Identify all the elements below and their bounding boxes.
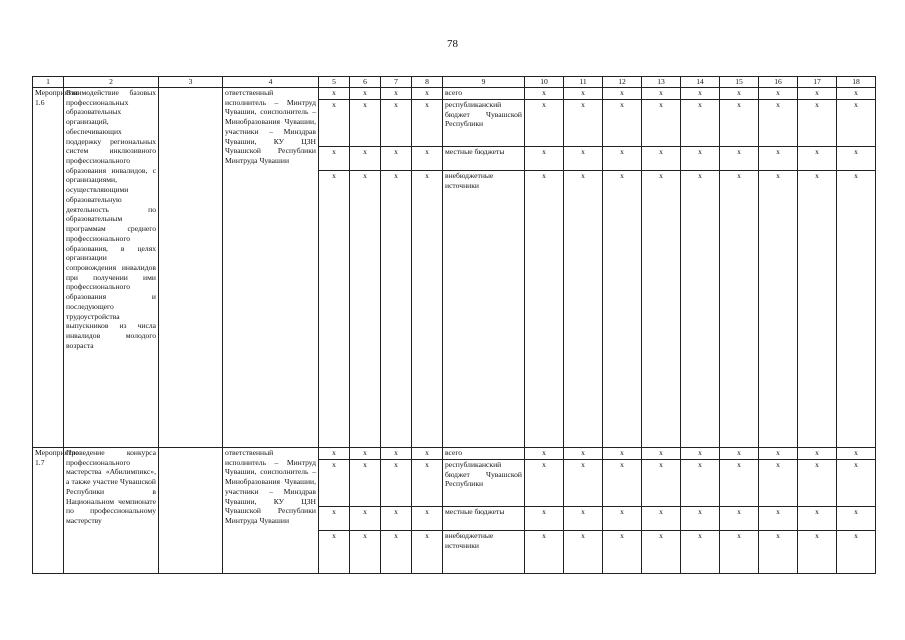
value-cell: x — [603, 147, 642, 171]
funding-source: всего — [443, 448, 525, 460]
header-cell-1: 1 — [33, 77, 64, 88]
value-cell: x — [642, 531, 681, 574]
value-cell: x — [350, 448, 381, 460]
value-cell: x — [381, 507, 412, 531]
header-cell-15: 15 — [720, 77, 759, 88]
value-cell: x — [798, 100, 837, 147]
header-cell-17: 17 — [798, 77, 837, 88]
measure-title: Проведение конкурса профессионального мастерства «Абилимпикс», а также участие Чувашской Республики в Национальном чемпионате по профессиональному мастерству — [64, 448, 159, 574]
header-cell-13: 13 — [642, 77, 681, 88]
value-cell: x — [319, 88, 350, 100]
header-cell-9: 9 — [443, 77, 525, 88]
value-cell: x — [798, 147, 837, 171]
value-cell: x — [412, 531, 443, 574]
header-cell-18: 18 — [837, 77, 876, 88]
value-cell: x — [681, 171, 720, 448]
value-cell: x — [642, 507, 681, 531]
value-cell: x — [564, 460, 603, 507]
header-cell-10: 10 — [525, 77, 564, 88]
value-cell: x — [837, 448, 876, 460]
value-cell: x — [798, 460, 837, 507]
funding-source: внебюджетные источники — [443, 531, 525, 574]
value-cell: x — [381, 100, 412, 147]
value-cell: x — [642, 171, 681, 448]
header-cell-8: 8 — [412, 77, 443, 88]
value-cell: x — [412, 171, 443, 448]
value-cell: x — [798, 531, 837, 574]
funding-source: внебюджетные источники — [443, 171, 525, 448]
header-row — [33, 77, 876, 88]
value-cell: x — [412, 88, 443, 100]
value-cell: x — [350, 100, 381, 147]
header-cell-5: 5 — [319, 77, 350, 88]
value-cell: x — [837, 171, 876, 448]
value-cell: x — [603, 448, 642, 460]
funding-source: республиканский бюджет Чувашской Республики — [443, 100, 525, 147]
value-cell: x — [720, 448, 759, 460]
value-cell: x — [381, 147, 412, 171]
value-cell: x — [564, 448, 603, 460]
measure-row — [33, 448, 876, 460]
header-cell-3: 3 — [159, 77, 223, 88]
value-cell: x — [564, 100, 603, 147]
header-cell-11: 11 — [564, 77, 603, 88]
value-cell: x — [319, 531, 350, 574]
value-cell: x — [720, 147, 759, 171]
measure-row — [33, 88, 876, 100]
funding-source: республиканский бюджет Чувашской Республики — [443, 460, 525, 507]
page-number: 78 — [447, 38, 458, 50]
value-cell: x — [525, 171, 564, 448]
value-cell: x — [720, 507, 759, 531]
value-cell: x — [350, 171, 381, 448]
value-cell: x — [642, 448, 681, 460]
value-cell: x — [381, 531, 412, 574]
value-cell: x — [564, 531, 603, 574]
value-cell: x — [759, 88, 798, 100]
value-cell: x — [350, 147, 381, 171]
value-cell: x — [525, 460, 564, 507]
value-cell: x — [837, 88, 876, 100]
header-cell-6: 6 — [350, 77, 381, 88]
header-cell-4: 4 — [223, 77, 319, 88]
header-cell-7: 7 — [381, 77, 412, 88]
value-cell: x — [319, 448, 350, 460]
funding-source: всего — [443, 88, 525, 100]
value-cell: x — [720, 171, 759, 448]
measure-id: Мероприятие 1.7 — [33, 448, 64, 574]
header-cell-14: 14 — [681, 77, 720, 88]
value-cell: x — [412, 460, 443, 507]
value-cell: x — [642, 460, 681, 507]
value-cell: x — [603, 531, 642, 574]
value-cell: x — [603, 460, 642, 507]
measure-executors: ответственный исполнитель – Минтруд Чувашии, соисполнитель – Минобразования Чувашии, участники – Минздрав Чувашии, КУ ЦЗН Чувашской Республики Минтруда Чувашии — [223, 448, 319, 574]
value-cell: x — [381, 460, 412, 507]
measure-id: Мероприятие 1.6 — [33, 88, 64, 448]
value-cell: x — [319, 460, 350, 507]
value-cell: x — [350, 507, 381, 531]
value-cell: x — [837, 531, 876, 574]
value-cell: x — [350, 460, 381, 507]
value-cell: x — [525, 147, 564, 171]
header-cell-12: 12 — [603, 77, 642, 88]
value-cell: x — [319, 147, 350, 171]
value-cell: x — [603, 507, 642, 531]
measure-title: Взаимодействие базовых профессиональных образовательных организаций, обеспечивающих поддержку региональных систем инклюзивного профессионального образования инвалидов, с организациями, осуществляющими образовательную деятельность по образовательным программам среднего профессионального образования, в целях организации сопровождения инвалидов при получении ими профессионального образования и последующего трудоустройства выпускников из числа инвалидов молодого возраста — [64, 88, 159, 448]
header-cell-16: 16 — [759, 77, 798, 88]
value-cell: x — [681, 507, 720, 531]
value-cell: x — [564, 171, 603, 448]
value-cell: x — [798, 507, 837, 531]
funding-source: местные бюджеты — [443, 507, 525, 531]
value-cell: x — [681, 100, 720, 147]
value-cell: x — [720, 460, 759, 507]
measure-col3 — [159, 88, 223, 448]
value-cell: x — [319, 171, 350, 448]
value-cell: x — [681, 147, 720, 171]
value-cell: x — [381, 88, 412, 100]
value-cell: x — [564, 88, 603, 100]
value-cell: x — [759, 460, 798, 507]
value-cell: x — [603, 100, 642, 147]
value-cell: x — [350, 531, 381, 574]
value-cell: x — [837, 460, 876, 507]
value-cell: x — [681, 460, 720, 507]
value-cell: x — [350, 88, 381, 100]
value-cell: x — [525, 100, 564, 147]
value-cell: x — [837, 100, 876, 147]
value-cell: x — [642, 147, 681, 171]
program-table — [32, 76, 876, 574]
value-cell: x — [798, 171, 837, 448]
measure-executors: ответственный исполнитель – Минтруд Чувашии, соисполнитель – Минобразования Чувашии, участники – Минздрав Чувашии, КУ ЦЗН Чувашской Республики Минтруда Чувашии — [223, 88, 319, 448]
value-cell: x — [759, 171, 798, 448]
header-cell-2: 2 — [64, 77, 159, 88]
value-cell: x — [720, 100, 759, 147]
value-cell: x — [720, 88, 759, 100]
value-cell: x — [412, 100, 443, 147]
value-cell: x — [681, 531, 720, 574]
value-cell: x — [381, 448, 412, 460]
value-cell: x — [759, 100, 798, 147]
value-cell: x — [525, 88, 564, 100]
value-cell: x — [603, 171, 642, 448]
value-cell: x — [381, 171, 412, 448]
measure-col3 — [159, 448, 223, 574]
value-cell: x — [564, 507, 603, 531]
value-cell: x — [642, 100, 681, 147]
value-cell: x — [681, 448, 720, 460]
value-cell: x — [759, 147, 798, 171]
value-cell: x — [603, 88, 642, 100]
value-cell: x — [759, 448, 798, 460]
value-cell: x — [564, 147, 603, 171]
value-cell: x — [759, 507, 798, 531]
value-cell: x — [525, 448, 564, 460]
value-cell: x — [642, 88, 681, 100]
value-cell: x — [798, 448, 837, 460]
value-cell: x — [837, 507, 876, 531]
value-cell: x — [525, 507, 564, 531]
value-cell: x — [412, 448, 443, 460]
funding-source: местные бюджеты — [443, 147, 525, 171]
value-cell: x — [837, 147, 876, 171]
value-cell: x — [319, 100, 350, 147]
value-cell: x — [525, 531, 564, 574]
value-cell: x — [319, 507, 350, 531]
value-cell: x — [798, 88, 837, 100]
value-cell: x — [681, 88, 720, 100]
value-cell: x — [412, 507, 443, 531]
value-cell: x — [720, 531, 759, 574]
value-cell: x — [759, 531, 798, 574]
value-cell: x — [412, 147, 443, 171]
